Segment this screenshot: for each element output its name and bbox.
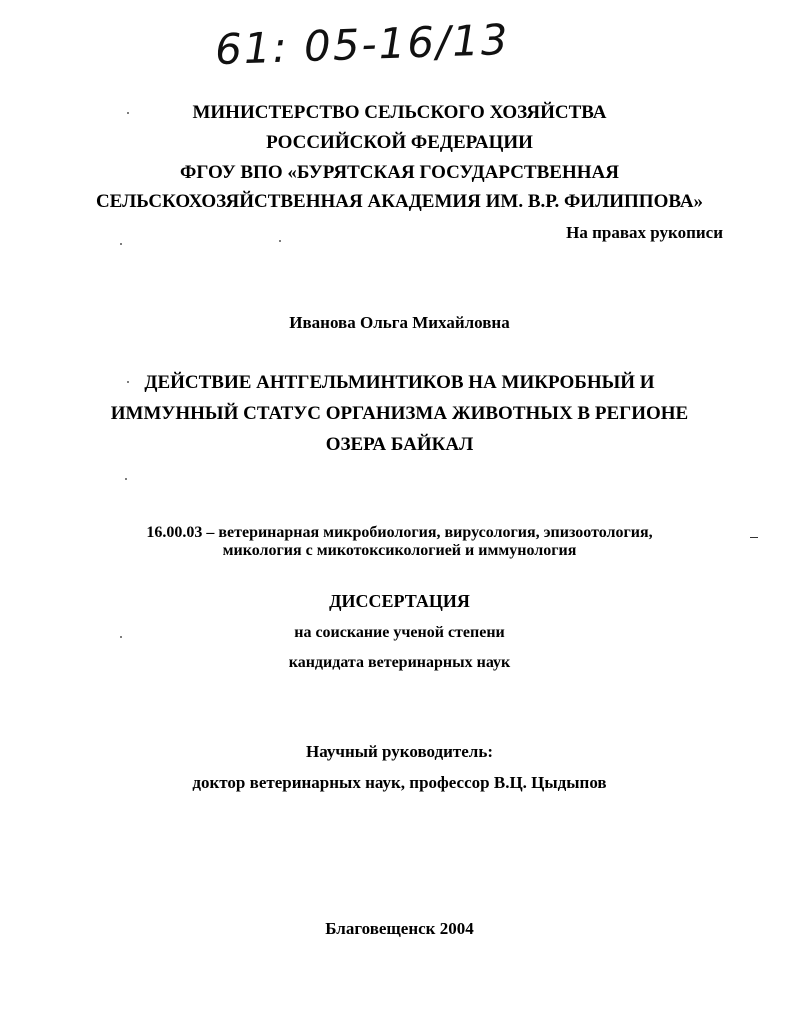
specialty-line-1: 16.00.03 – ветеринарная микробиология, вирусология, эпизоотология,	[146, 524, 653, 541]
handwritten-catalog-mark: 61: 05-16/13	[214, 14, 511, 75]
scan-speck	[125, 478, 127, 480]
ministry-line-1: МИНИСТЕРСТВО СЕЛЬСКОГО ХОЗЯЙСТВА	[192, 102, 607, 123]
scan-speck	[120, 243, 122, 245]
scan-speck	[279, 240, 281, 242]
degree-line-2: кандидата ветеринарных наук	[288, 654, 511, 671]
work-type-heading: ДИССЕРТАЦИЯ	[329, 591, 470, 611]
thesis-title-line-1: ДЕЙСТВИЕ АНТГЕЛЬМИНТИКОВ НА МИКРОБНЫЙ И	[144, 372, 655, 393]
rights-note: На правах рукописи	[566, 223, 723, 242]
degree-line-1: на соискание ученой степени	[294, 624, 505, 641]
academy-line-1: ФГОУ ВПО «БУРЯТСКАЯ ГОСУДАРСТВЕННАЯ	[180, 162, 619, 183]
specialty-line-2: микология с микотоксикологией и иммунология	[222, 542, 577, 559]
academy-line-2: СЕЛЬСКОХОЗЯЙСТВЕННАЯ АКАДЕМИЯ ИМ. В.Р. ФИЛИППОВА»	[95, 191, 704, 212]
ministry-line-2: РОССИЙСКОЙ ФЕДЕРАЦИИ	[266, 132, 533, 153]
supervisor-label: Научный руководитель:	[306, 742, 493, 761]
city-year: Благовещенск 2004	[325, 919, 474, 938]
author-name: Иванова Ольга Михайловна	[289, 313, 510, 332]
thesis-title-line-3: ОЗЕРА БАЙКАЛ	[325, 434, 474, 455]
supervisor-name: доктор ветеринарных наук, профессор В.Ц. Цыдыпов	[192, 773, 607, 792]
thesis-title-line-2: ИММУННЫЙ СТАТУС ОРГАНИЗМА ЖИВОТНЫХ В РЕГИОНЕ	[110, 403, 689, 424]
